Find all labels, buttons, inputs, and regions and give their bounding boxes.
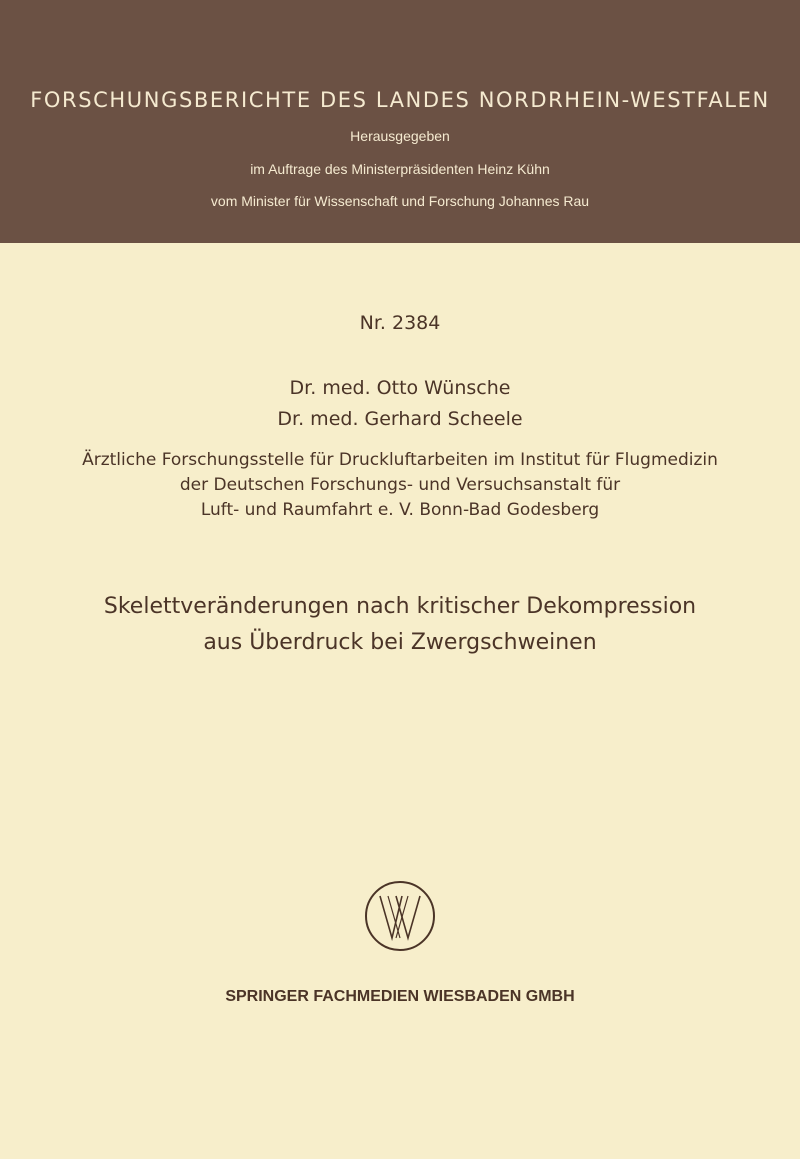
book-title-line-2: aus Überdruck bei Zwergschweinen (203, 630, 597, 655)
author-1: Dr. med. Otto Wünsche (289, 377, 511, 399)
series-title: FORSCHUNGSBERICHTE DES LANDES NORDRHEIN-WESTFALEN (30, 88, 770, 112)
volume-number: Nr. 2384 (359, 312, 441, 334)
minister-line: vom Minister für Wissenschaft und Forschung Johannes Rau (210, 193, 590, 209)
book-title-line-1: Skelettveränderungen nach kritischer Dekompression (103, 594, 697, 619)
commission-line: im Auftrage des Ministerpräsidenten Heinz Kühn (250, 161, 550, 177)
publisher-name: SPRINGER FACHMEDIEN WIESBADEN GMBH (225, 988, 575, 1005)
author-2: Dr. med. Gerhard Scheele (277, 408, 523, 430)
institution-line-1: Ärztliche Forschungsstelle für Druckluftarbeiten im Institut für Flugmedizin (82, 450, 718, 470)
institution-line-2: der Deutschen Forschungs- und Versuchsanstalt für (179, 475, 621, 495)
header-band (0, 0, 800, 243)
institution-line-3: Luft- und Raumfahrt e. V. Bonn-Bad Godesberg (200, 500, 600, 520)
springer-logo-icon (364, 880, 436, 952)
editor-line: Herausgegeben (350, 128, 450, 144)
